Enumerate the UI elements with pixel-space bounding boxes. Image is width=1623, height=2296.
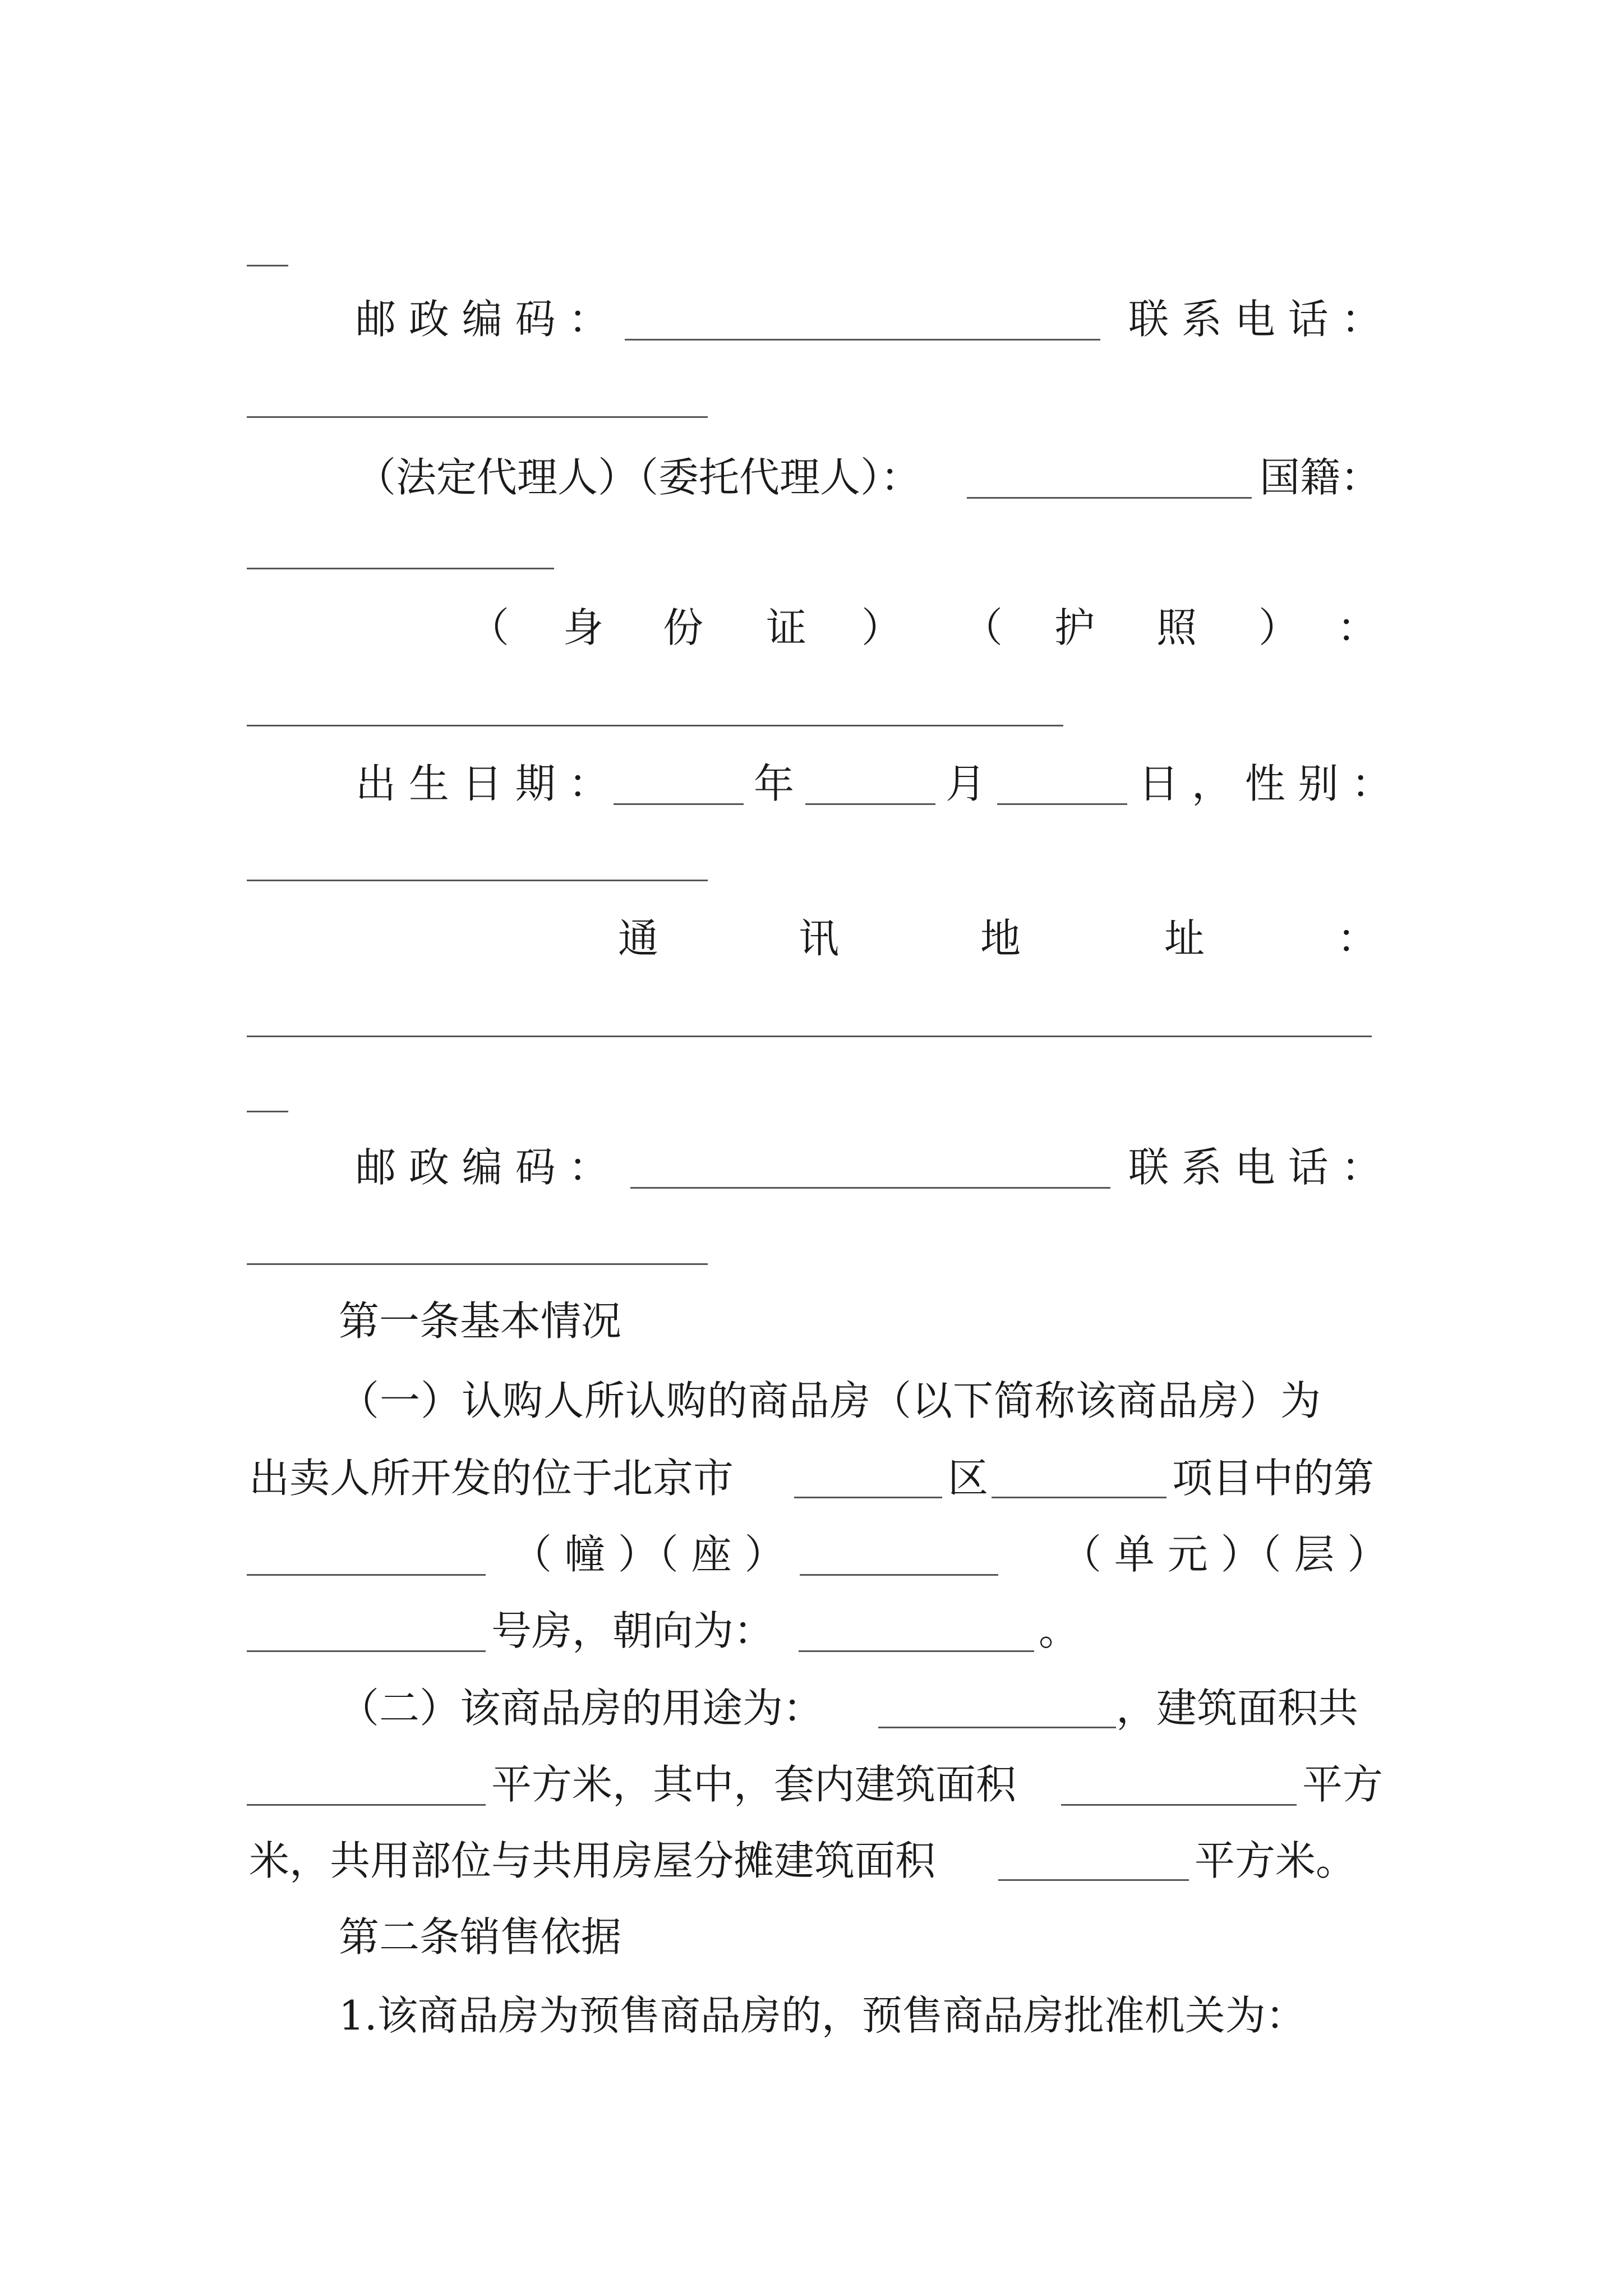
article-1-para-2-line-1b: ，建筑面积共: [1116, 1685, 1359, 1732]
passport-char-zhao: 照: [1156, 604, 1197, 651]
phone-label: 联 系 电 话 ：: [1128, 296, 1382, 343]
id-open-paren: （: [469, 604, 510, 651]
room-number-field[interactable]: [247, 1650, 486, 1652]
nationality-label: 国籍：: [1260, 454, 1381, 501]
passport-open-paren: （: [962, 604, 1003, 651]
address-char-4: 址: [1164, 915, 1205, 962]
unit-field[interactable]: [800, 1574, 998, 1576]
postal-code-field-2[interactable]: [630, 1187, 1110, 1189]
agent-label: （法定代理人）（委托代理人）：: [356, 454, 921, 501]
birth-month-field[interactable]: [805, 803, 935, 805]
article-1-para-2-line-3b: 平方米。: [1195, 1837, 1357, 1884]
nationality-field[interactable]: [247, 568, 554, 569]
article-1-para-1-line-4a: 号房，朝向为：: [491, 1607, 774, 1654]
address-field[interactable]: [247, 1036, 1372, 1037]
postal-code-label-2: 邮 政 编 码 ：: [356, 1144, 609, 1191]
id-char-zheng: 证: [766, 604, 807, 651]
agent-field[interactable]: [967, 497, 1252, 499]
postal-code-field[interactable]: [625, 339, 1100, 341]
building-field[interactable]: [247, 1574, 486, 1576]
id-number-field[interactable]: [247, 725, 1063, 726]
fill-line: [247, 265, 288, 266]
passport-close-paren: ）: [1258, 604, 1299, 651]
phone-field[interactable]: [247, 416, 708, 418]
article-1-para-2-line-2a: 平方米，其中，套内建筑面积: [491, 1761, 1017, 1808]
inner-area-field[interactable]: [1061, 1804, 1297, 1806]
address-colon: ：: [1337, 915, 1378, 962]
year-label: 年: [754, 760, 795, 807]
id-close-paren: ）: [861, 604, 902, 651]
article-1-para-1-line-3a: （ 幢 ）（ 座 ）: [511, 1531, 785, 1578]
building-area-field[interactable]: [247, 1804, 486, 1806]
article-1-para-1-line-3b: （ 单 元 ）（ 层 ）: [1061, 1531, 1388, 1578]
address-char-2: 讯: [799, 915, 840, 962]
gender-field[interactable]: [247, 880, 708, 881]
article-2-title: 第二条销售依据: [339, 1913, 622, 1961]
article-1-para-1-line-4b: 。: [1039, 1607, 1080, 1654]
birth-day-field[interactable]: [997, 803, 1127, 805]
phone-label-2: 联 系 电 话 ：: [1128, 1144, 1382, 1191]
article-1-para-1-line-2b: 区: [948, 1455, 989, 1502]
shared-area-field[interactable]: [998, 1879, 1189, 1881]
article-1-title: 第一条基本情况: [339, 1297, 622, 1345]
birth-year-field[interactable]: [614, 803, 744, 805]
phone-field-2[interactable]: [247, 1263, 708, 1265]
article-1-para-1-line-1: （一）认购人所认购的商品房（以下简称该商品房）为: [339, 1377, 1322, 1424]
usage-field[interactable]: [878, 1727, 1116, 1728]
article-1-para-1-line-2a: 出卖人所开发的位于北京市: [249, 1455, 734, 1502]
passport-char-hu: 护: [1054, 604, 1095, 651]
id-char-fen: 份: [663, 604, 704, 651]
address-char-1: 通: [618, 915, 659, 962]
id-colon: ：: [1337, 604, 1378, 651]
month-label: 月: [946, 760, 986, 807]
orientation-field[interactable]: [799, 1650, 1034, 1652]
district-field[interactable]: [794, 1497, 942, 1498]
address-char-3: 地: [980, 915, 1021, 962]
day-gender-label: 日 ， 性 别 ：: [1138, 760, 1392, 807]
project-field[interactable]: [992, 1497, 1166, 1498]
article-1-para-2-line-3a: 米，共用部位与共用房屋分摊建筑面积: [249, 1837, 936, 1884]
birth-date-label: 出 生 日 期 ：: [356, 760, 609, 807]
id-char-shen: 身: [563, 604, 604, 651]
article-2-para-1: 1.该商品房为预售商品房的，预售商品房批准机关为：: [339, 1992, 1306, 2039]
article-1-para-1-line-2c: 项目中的第: [1172, 1455, 1375, 1502]
postal-code-label: 邮 政 编 码 ：: [356, 296, 609, 343]
address-field-cont[interactable]: [247, 1111, 288, 1112]
article-1-para-2-line-2b: 平方: [1302, 1761, 1384, 1808]
article-1-para-2-line-1a: （二）该商品房的用途为：: [339, 1685, 824, 1732]
